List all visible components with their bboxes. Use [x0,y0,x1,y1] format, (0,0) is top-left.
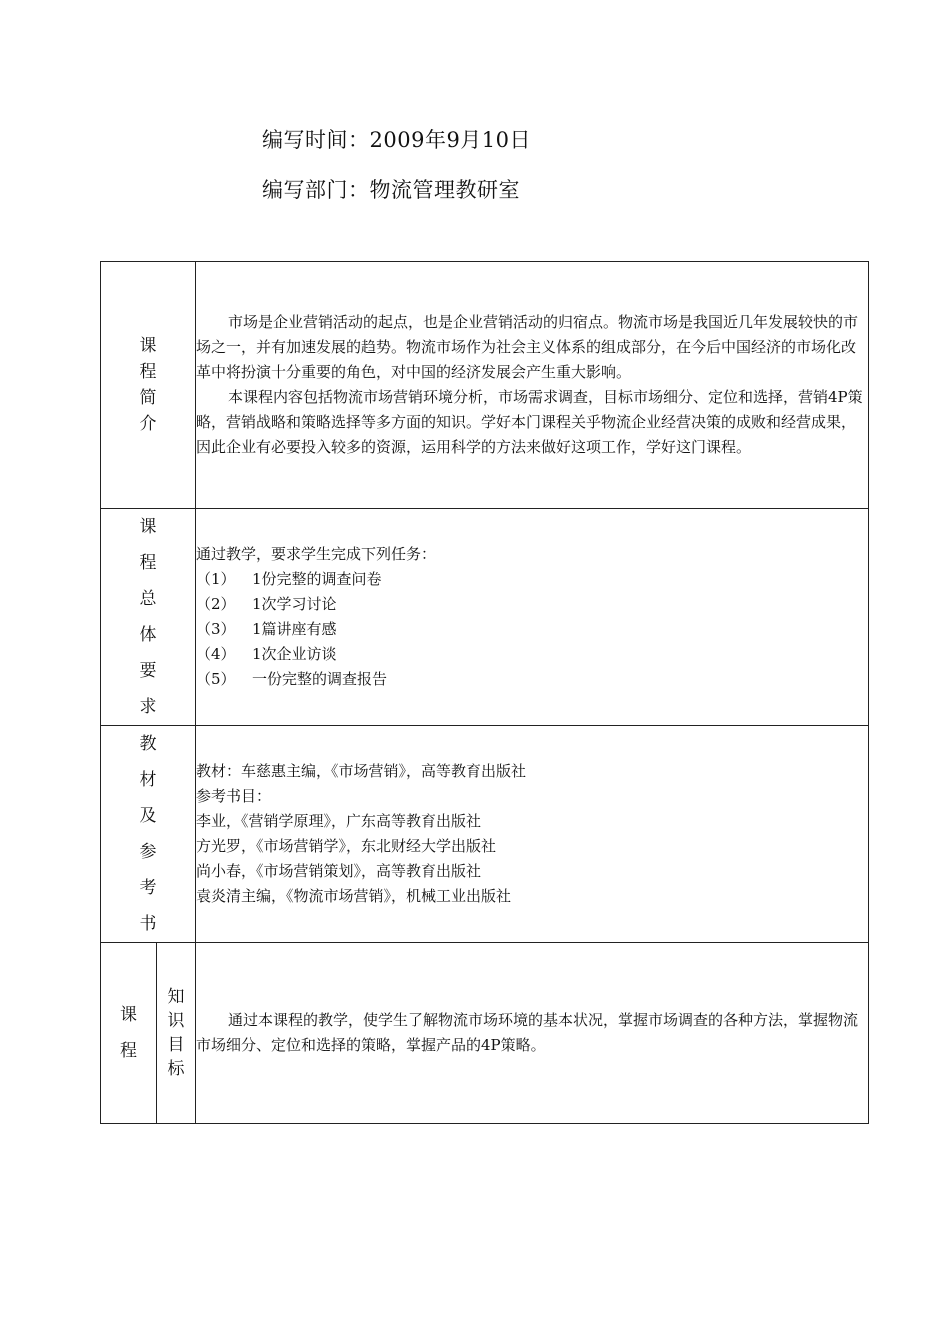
task-item: （3） 1篇讲座有感 [196,620,337,638]
task-item: （2） 1次学习讨论 [196,595,337,613]
label-knowledge-goals: 知 识 目 标 [157,943,196,1124]
goals-paragraph: 通过本课程的教学，使学生了解物流市场环境的基本状况，掌握市场调查的各种方法，掌握物流市场细分、定位和选择的策略，掌握产品的4P策略。 [196,1011,859,1054]
textbooks-content [196,726,869,943]
task-item: （4） 1次企业访谈 [196,645,337,663]
textbook-line: 尚小春，《市场营销策划》，高等教育出版社 [196,862,482,880]
course-table [100,261,869,1124]
textbook-line: 参考书目： [196,787,272,805]
intro-paragraph: 市场是企业营销活动的起点，也是企业营销活动的归宿点。物流市场是我国近几年发展较快的市场之一，并有加速发展的趋势。物流市场作为社会主义体系的组成部分，在今后中国经济的市场化改革中将扮演十分重要的角色，对中国的经济发展会产生重大影响。 [196,313,859,381]
compile-department: 编写部门：物流管理教研室 [262,178,520,202]
label-course-goals: 课 程 [101,943,157,1124]
knowledge-goals-content [196,943,869,1124]
row-requirements [101,509,869,726]
intro-paragraph: 本课程内容包括物流市场营销环境分析，市场需求调查，目标市场细分、定位和选择，营销4P策略，营销战略和策略选择等多方面的知识。学好本门课程关乎物流企业经营决策的成败和经营成果，因此企业有必要投入较多的资源，运用科学的方法来做好这项工作，学好这门课程。 [196,388,863,456]
textbook-line: 袁炎清主编，《物流市场营销》，机械工业出版社 [196,887,512,905]
textbook-line: 教材：车慈惠主编，《市场营销》，高等教育出版社 [196,762,527,780]
task-item: （1） 1份完整的调查问卷 [196,570,382,588]
label-textbooks: 教 材 及 参 考 书 [101,726,196,943]
row-textbooks [101,726,869,943]
textbook-line: 李业，《营销学原理》，广东高等教育出版社 [196,812,482,830]
course-intro-content [196,262,869,509]
task-item: （5） 一份完整的调查报告 [196,670,388,688]
requirements-intro: 通过教学，要求学生完成下列任务： [196,545,437,563]
label-course-intro: 课 程 简 介 [101,262,196,509]
row-course-goals [101,943,869,1124]
label-requirements: 课 程 总 体 要 求 [101,509,196,726]
compile-time: 编写时间：2009年9月10日 [262,128,532,152]
row-course-intro [101,262,869,509]
requirements-content [196,509,869,726]
textbook-line: 方光罗，《市场营销学》，东北财经大学出版社 [196,837,497,855]
